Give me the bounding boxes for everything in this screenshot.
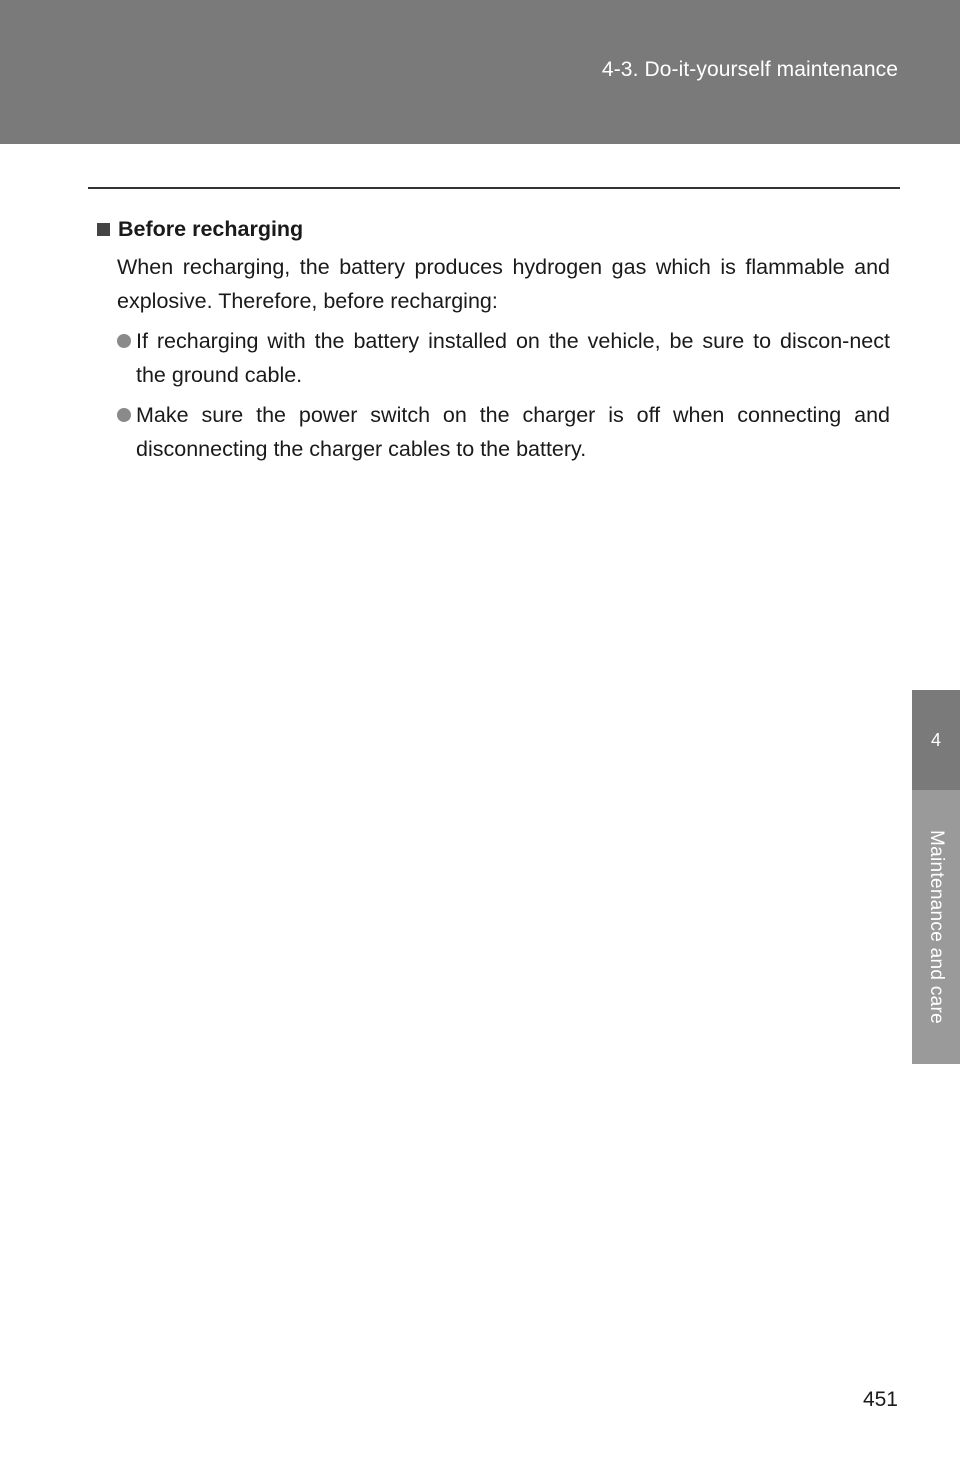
section-heading [96,212,890,246]
page-number: 451 [862,1388,898,1411]
section-heading-text: Before recharging [118,217,304,241]
chapter-tab-label-band [912,790,960,1064]
circle-bullet-icon [117,408,131,422]
intro-paragraph: When recharging, the battery produces hydrogen gas which is flammable and explosive. Therefore, before recharging: [117,255,890,313]
divider-rule [88,187,900,189]
list-item [117,324,890,392]
square-icon [97,223,110,236]
list-item-text: Make sure the power switch on the charger is off when connecting and disconnecting the charger cables to the battery. [136,403,890,461]
header-band [0,0,960,144]
list-item-text: If recharging with the battery installed on the vehicle, be sure to discon-nect the ground cable. [136,329,890,387]
list-item [117,398,890,466]
section-title: 4-3. Do-it-yourself maintenance [601,58,898,81]
circle-bullet-icon [117,334,131,348]
page-content [96,212,890,466]
chapter-tab-number: 4 [912,690,960,790]
chapter-tab-label: Maintenance and care [926,829,947,1025]
